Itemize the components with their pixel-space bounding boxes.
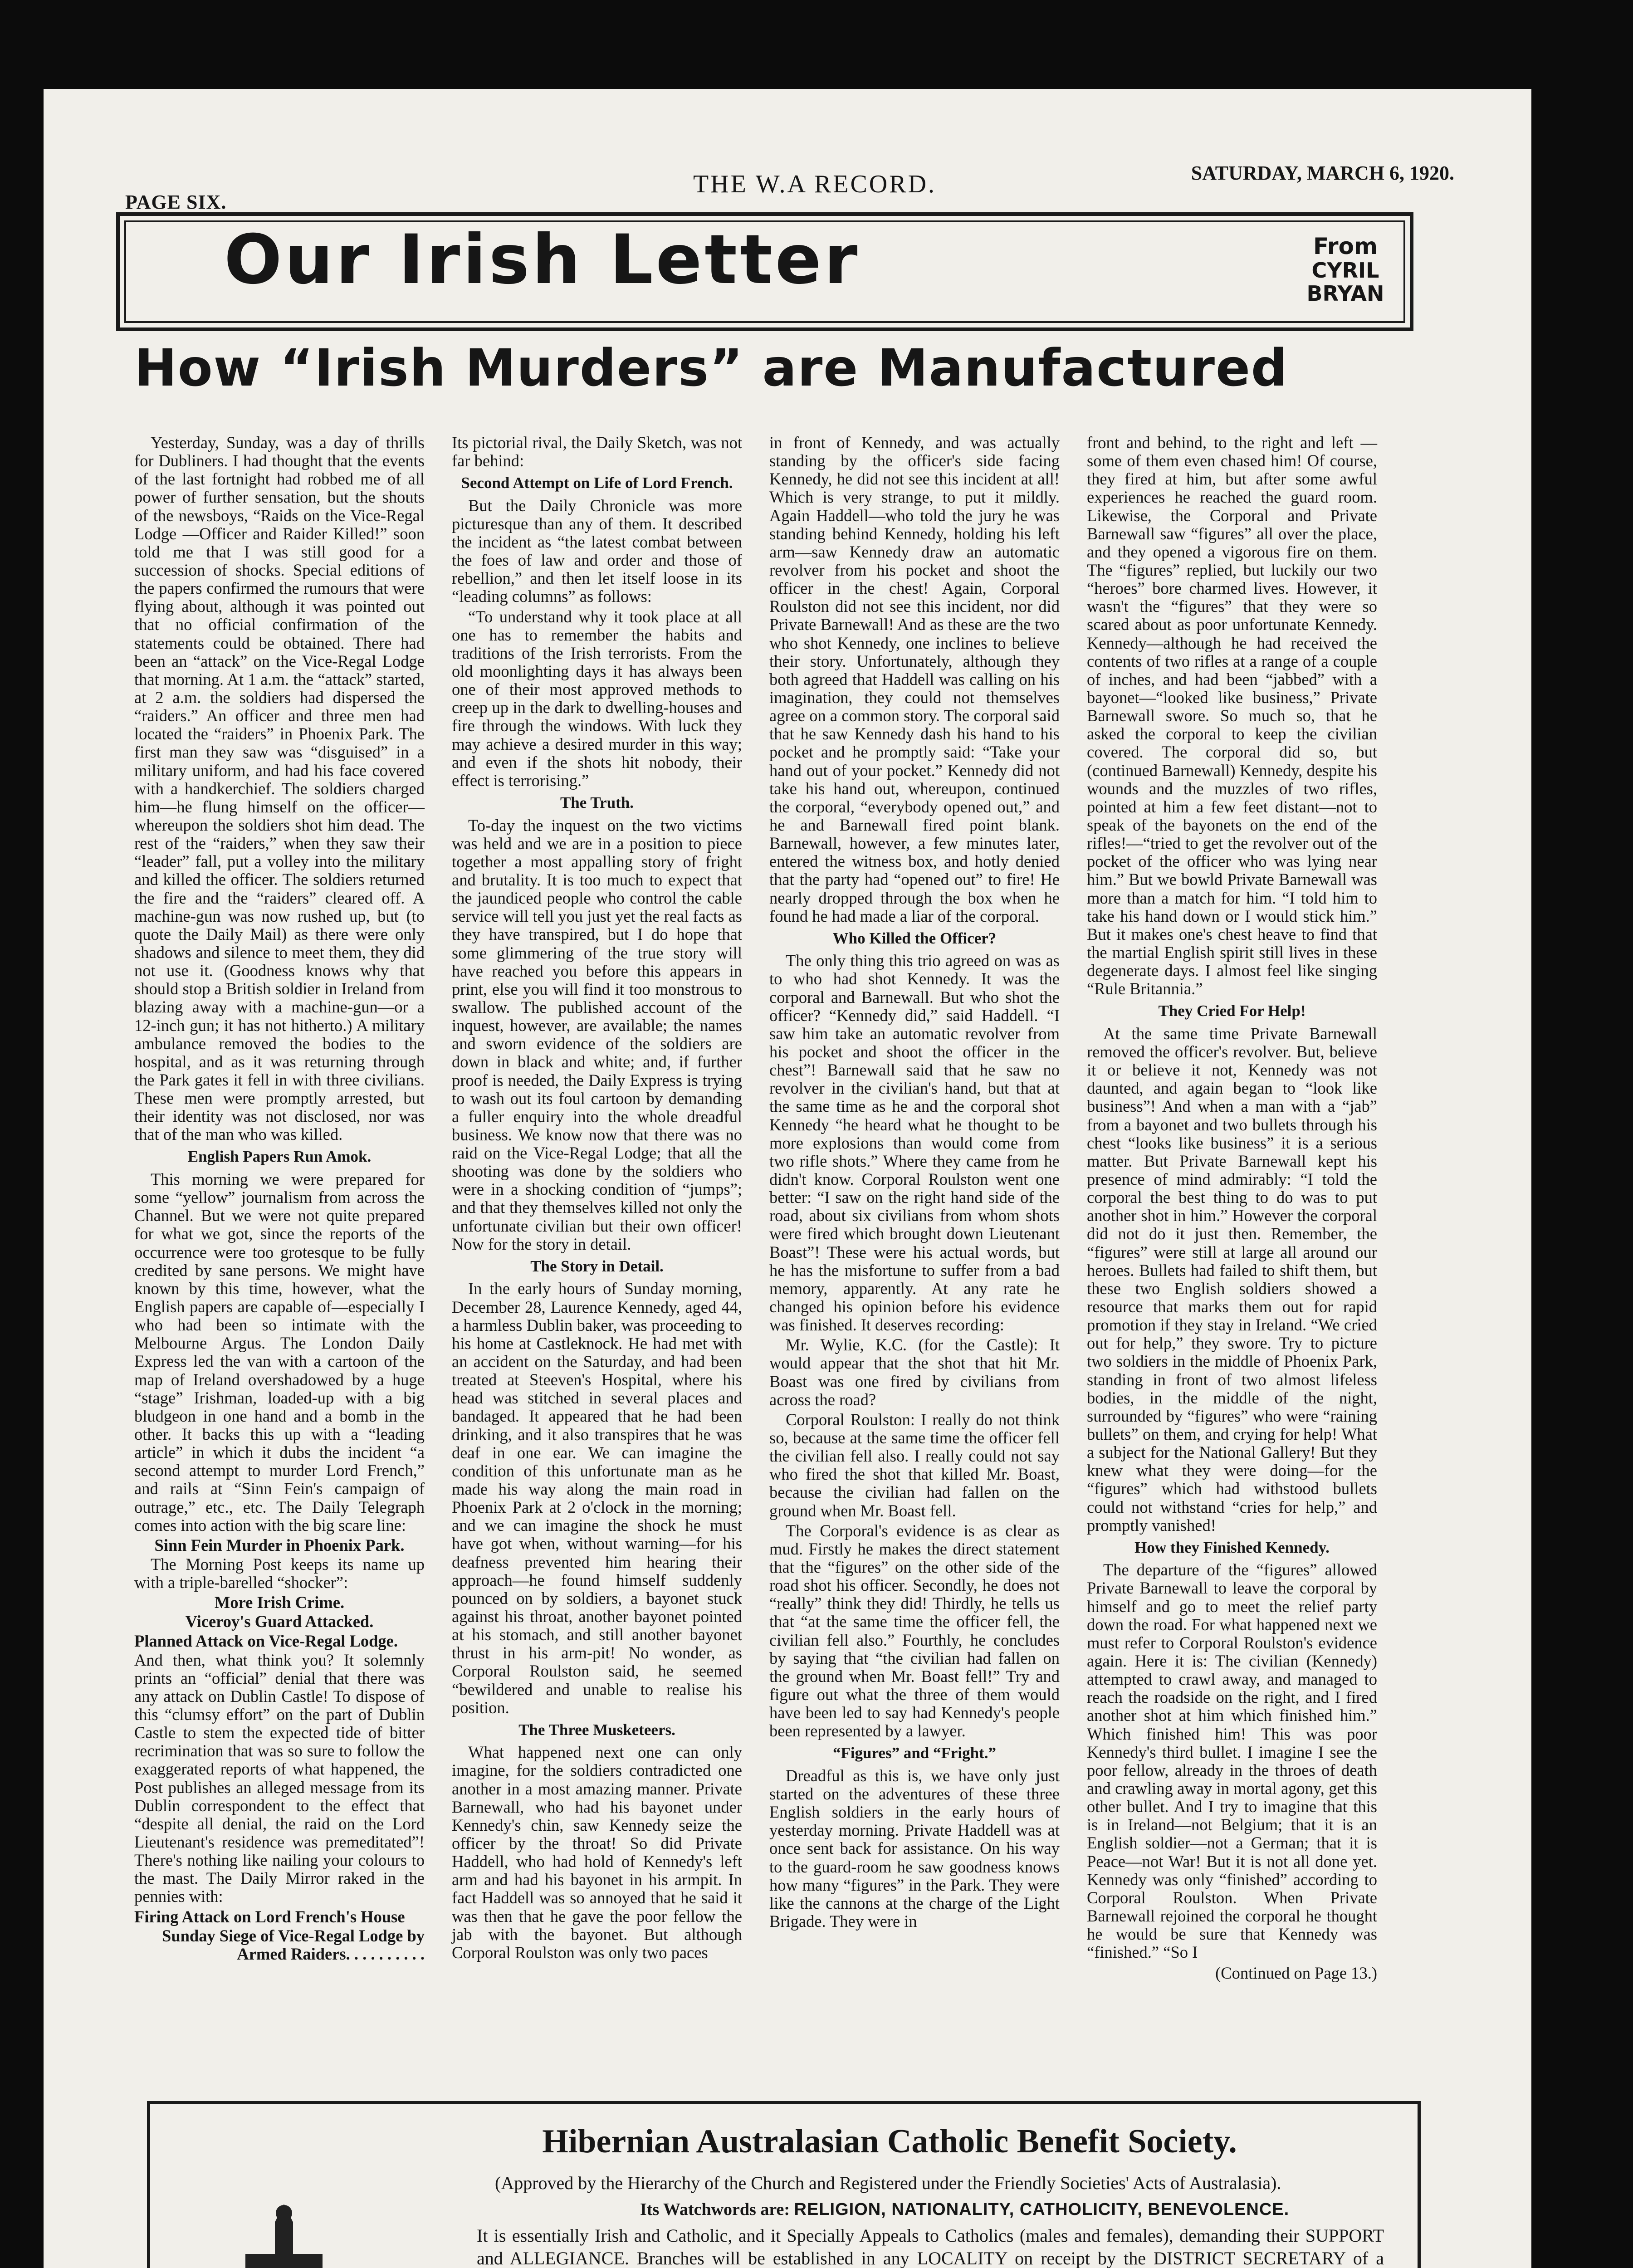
subheading: They Cried For Help!: [1158, 1002, 1306, 1020]
article-column-2: [452, 434, 742, 1964]
continuation-note: (Continued on Page 13.): [1215, 1964, 1377, 1983]
quoted-headline: Viceroy's Guard Attacked.: [185, 1612, 374, 1631]
society-crest-emblem: [177, 2195, 391, 2268]
paragraph: This morning we were prepared for some “yellow” journalism from across the Channel. But we were not quite prepared for what we got, since the reports of the occurrence were too grotesque to be fully credited by sane persons. We might have known by this time, however, what the English papers are capable of—especially I who had been so intimate with the Melbourne Argus. The London Daily Express led the van with a cartoon of the map of Ireland overshadowed by a huge “stage” Irishman, loaded-up with a big bludgeon in one hand and a bomb in the other. It backs this up with a “leading article” in which it dubs the incident “a second attempt to murder Lord French,” and rails at “Sinn Fein's campaign of outrage,” etc., etc. The Daily Telegraph comes into action with the big scare line:: [134, 1169, 425, 1535]
page-number: PAGE SIX.: [125, 191, 227, 213]
article-headline: How “Irish Murders” are Manufactured: [134, 339, 1289, 398]
subheading: The Three Musketeers.: [518, 1721, 675, 1739]
watchwords-list: RELIGION, NATIONALITY, CATHOLICITY, BENEVOLENCE.: [794, 2200, 1290, 2219]
paragraph: The Corporal's evidence is as clear as mud. Firstly he makes the direct statement that the “figures” on the other side of the road shot his officer. Secondly, he does not “really” think they did! Thirdly, he tells us that “at the same time the officer fell, the civilian fell also.” Fourthly, he concludes by saying that “the civilian had fallen on the ground when Mr. Boast fell!” Try and figure out what the three of them would have been led to say had Kennedy's people been represented by a lawyer.: [769, 1521, 1060, 1740]
society-description: It is essentially Irish and Catholic, and it Specially Appeals to Catholics (males and females), demanding their SUPPORT and ALLEGIANCE. Branches will be established in any LOCALITY on receipt by the DISTRICT SECRETARY of a: [477, 2225, 1384, 2268]
approval-note: (Approved by the Hierarchy of the Church and Registered under the Friendly Societies' Acts of Australasia).: [495, 2173, 1281, 2193]
paragraph: In the early hours of Sunday morning, December 28, Laurence Kennedy, aged 44, a harmless Dublin baker, was proceeding to his home at Castleknock. He had met with an accident on the Saturday, and had been treated at Steeven's Hospital, where his head was stitched in several places and bandaged. It appeared that he had been drinking, and it also transpires that he was deaf in one ear. We can imagine the condition of this unfortunate man as he made his way along the main road in Phoenix Park at 2 o'clock in the morning; and we can imagine the shock he must have got when, without warning—for his deafness prevented him hearing their approach—he found himself suddenly pounced on by soldiers, a bayonet stuck against his throat, another bayonet pointed at his stomach, and still another bayonet thrust in his arm-pit! No wonder, as Corporal Roulston said, he seemed “bewildered and unable to realise his position.: [452, 1279, 742, 1717]
article-column-4: [1087, 434, 1377, 1983]
subheading: The Truth.: [560, 794, 634, 812]
quoted-headline: Sunday Siege of Vice-Regal Lodge by Armed Raiders. . . . . . . . . .: [162, 1926, 425, 1963]
paragraph: Corporal Roulston: I really do not think so, because at the same time the officer fell the civilian fell also. I really could not say who fired the shot that killed Mr. Boast, because the civilian had fallen on the ground when Mr. Boast fell.: [769, 1410, 1060, 1520]
subheading: English Papers Run Amok.: [187, 1148, 372, 1166]
paragraph: Dreadful as this is, we have only just started on the adventures of these three English soldiers in the early hours of yesterday morning. Private Haddell was at once sent back for assistance. On his way to the guard-room he saw goodness knows how many “figures” in the Park. They were like the cannons at the charge of the Light Brigade. They were in: [769, 1766, 1060, 1931]
paragraph: Its pictorial rival, the Daily Sketch, was not far behind:: [452, 433, 742, 470]
watchwords: [640, 2200, 1289, 2219]
banner-title: Our Irish Letter: [224, 220, 861, 299]
article-column-3: [769, 434, 1060, 1932]
issue-date: SATURDAY, MARCH 6, 1920.: [1191, 162, 1454, 184]
subheading: Who Killed the Officer?: [832, 929, 997, 947]
subheading: “Figures” and “Fright.”: [832, 1744, 997, 1762]
quoted-headline: More Irish Crime.: [214, 1593, 345, 1612]
paragraph: Yesterday, Sunday, was a day of thrills for Dubliners. I had thought that the events of the last fortnight had robbed me of all power of further sensation, but the shouts of the newsboys, “Raids on the Vice-Regal Lodge —Officer and Raider Killed!” soon told me that I was still good for a succession of shocks. Special editions of the papers confirmed the rumours that were flying about, although it was pointed out that no official confirmation of the statements could be obtained. There had been an “attack” on the Vice-Regal Lodge that morning. At 1 a.m. the “attack” started, at 2 a.m. the soldiers had dispersed the “raiders.” An officer and three men had located the “raiders” in Phoenix Park. The first man they saw was “disguised” in a military uniform, and had his face covered with a handkerchief. The soldiers charged him—he flung himself on the officer—whereupon the soldiers shot him dead. The rest of the “raiders,” when they saw their “leader” fall, put a volley into the military and killed the officer. The soldiers returned the fire and the “raiders” cleared off. A machine-gun was now rushed up, but (to quote the Daily Mail) as there were only shadows and silence to meet them, they did not use it. (Goodness knows why that should stop a British soldier in Ireland from blazing away with a machine-gun—or a 12-inch gun; it has not hitherto.) A military ambulance removed the bodies to the hospital, and as it was returning through the Park gates it fell in with three civilians. These men were promptly arrested, but their identity was not disclosed, nor was that of the man who was killed.: [134, 433, 425, 1144]
byline-author: CYRIL BRYAN: [1306, 258, 1384, 306]
newspaper-page: [44, 89, 1531, 2268]
quoted-headline: Firing Attack on Lord French's House: [134, 1907, 405, 1926]
banner-byline: [1281, 234, 1410, 305]
paragraph: But the Daily Chronicle was more picturesque than any of them. It described the incident as “the latest combat between the foes of law and order and those of rebellion,” and then let itself loose in its “leading columns” as follows:: [452, 496, 742, 606]
paragraph: At the same time Private Barnewall removed the officer's revolver. But, believe it or believe it not, Kennedy was not daunted, and again began to “look like business”! And when a man with a “jab” from a bayonet and two bullets through his chest “looks like business” it is a serious matter. But Private Barnewall kept his presence of mind admirably: “I told the corporal the best thing to do was to put another shot in him.” However the corporal did not do it just then. Remember, the “figures” were still at large all around our heroes. Bullets had failed to shift them, but these two English soldiers showed a resource that marks them out for rapid promotion if they stay in Ireland. “We cried out for help,” they swore. Try to picture two soldiers in the middle of Phoenix Park, standing in front of two almost lifeless bodies, in the middle of the night, surrounded by “figures” who were “raining bullets” on them, and crying for help! What a subject for the National Gallery! But they knew what they were doing—for the “figures” which had withstood bullets could not withstand “cries for help,” and promptly vanished!: [1087, 1024, 1377, 1535]
paragraph: in front of Kennedy, and was actually standing by the officer's side facing Kennedy, he did not see this incident at all! Which is very strange, to put it mildly. Again Haddell—who told the jury he was standing behind Kennedy, holding his left arm—saw Kennedy draw an automatic revolver from his pocket and shoot the officer in the chest! Again, Corporal Roulston did not see this incident, nor did Private Barnewall! And as these are the two who shot Kennedy, one inclines to believe their story. Unfortunately, although they both agreed that Haddell was calling on his imagination, they could not themselves agree on a common story. The corporal said that he saw Kennedy dash his hand to his pocket and he promptly said: “Take your hand out of your pocket.” Kennedy did not take his hand out, whereupon, continued the corporal, “everybody opened out,” and he and Barnewall fired point blank. Barnewall, however, a few minutes later, entered the witness box, and hotly denied that the party had “opened out” to fire! He nearly dropped through the box when he found he had made a liar of the corporal.: [769, 433, 1060, 925]
paragraph: The only thing this trio agreed on was as to who had shot Kennedy. It was the corporal and Barnewall. But who shot the officer? “Kennedy did,” said Haddell. “I saw him take an automatic revolver from his pocket and shoot the officer in the chest”! Barnewall said that he saw no revolver in the civilian's hand, but that at the same time as he and the corporal shot Kennedy “he heard what he thought to be more explosions than would come from two rifle shots.” Where they came from he didn't know. Corporal Roulston went one better: “I saw on the right hand side of the road, about six civilians from whom shots were fired which brought down Lieutenant Boast”! These were his actual words, but he has the misfortune to suffer from a bad memory, apparently. At any rate he changed his opinion before his evidence was finished. It deserves recording:: [769, 951, 1060, 1334]
quoted-headline: Planned Attack on Vice-Regal Lodge.: [134, 1631, 398, 1650]
quoted-headline: Sinn Fein Murder in Phoenix Park.: [154, 1535, 405, 1554]
article-column-1: [134, 434, 425, 1964]
paragraph: What happened next one can only imagine, for the soldiers contradicted one another in a most amazing manner. Private Barnewall, who had his bayonet under Kennedy's chin, saw Kennedy seize the officer by the throat! So did Private Haddell, who had hold of Kennedy's left arm and had his bayonet in his armpit. In fact Haddell was so annoyed that he said it was then that he gave the poor fellow the jab with the bayonet. But although Corporal Roulston was only two paces: [452, 1743, 742, 1962]
watchwords-label: Its Watchwords are:: [640, 2200, 790, 2219]
section-banner: [116, 212, 1413, 331]
paragraph: front and behind, to the right and left —some of them even chased him! Of course, they fired at him, but after some awful experiences he reached the guard room. Likewise, the Corporal and Private Barnewall saw “figures” all over the place, and they opened a vigorous fire on them. The “figures” replied, but luckily our two “heroes” bore charmed lives. However, it wasn't the “figures” that they were so scared about as poor unfortunate Kennedy. Kennedy—although he had received the contents of two rifles at a range of a couple of inches, and had been “jabbed” with a bayonet—“looked like business,” Private Barnewall swore. So much so, that he asked the corporal to keep the civilian covered. The corporal did so, but (continued Barnewall) Kennedy, despite his wounds and the muzzles of two rifles, pointed at him a few feet distant—not to speak of the bayonets on the end of the rifles!—“tried to get the revolver out of the pocket of the officer who was lying near him.” But we bowld Private Barnewall was more than a match for him. “I told him to take his hand down or I would stick him.” But it makes one's chest heave to find that the martial English spirit still lives in these degenerate days. I almost feel like singing “Rule Britannia.”: [1087, 433, 1377, 998]
subheading: Second Attempt on Life of Lord French.: [461, 474, 733, 492]
paragraph: And then, what think you? It solemnly prints an “official” denial that there was any attack on Dublin Castle! To dispose of this “clumsy effort” on the part of Dublin Castle to stem the expected tide of bitter recrimination that was so sure to follow the exaggerated reports of what happened, the Post publishes an alleged message from its Dublin correspondent to the effect that “despite all denial, the raid on the Lord Lieutenant's residence was premeditated”! There's nothing like nailing your colours to the mast. The Daily Mirror raked in the pennies with:: [134, 1650, 425, 1906]
subheading: The Story in Detail.: [530, 1257, 664, 1275]
society-advertisement: [147, 2101, 1421, 2268]
paragraph: The departure of the “figures” allowed Private Barnewall to leave the corporal by himself and go to meet the relief party down the road. For what happened next we must refer to Corporal Roulston's evidence again. Here it is: The civilian (Kennedy) attempted to crawl away, and managed to reach the roadside on the right, and I fired another shot at him which finished him.” Which finished him! This was poor Kennedy's third bullet. I imagine I see the poor fellow, already in the throes of death and crawling away in mortal agony, get this other bullet. And I try to imagine that this is in Ireland—not Belgium; that it is an English soldier—not a German; that it is Peace—not War! But it is not all done yet. Kennedy was only “finished” according to Corporal Roulston. When Private Barnewall rejoined the corporal he thought he would be sure that Kennedy was “finished.” “So I: [1087, 1560, 1377, 1962]
paragraph: Mr. Wylie, K.C. (for the Castle): It would appear that the shot that hit Mr. Boast was one fired by civilians from across the road?: [769, 1335, 1060, 1409]
paragraph: “To understand why it took place at all one has to remember the habits and traditions of the Irish terrorists. From the old moonlighting days it has always been one of their most approved methods to creep up in the dark to dwelling-houses and fire through the windows. With luck they may achieve a desired murder in this way; and even if the shots hit nobody, their effect is terrorising.”: [452, 607, 742, 790]
society-name: Hibernian Australasian Catholic Benefit Society.: [542, 2123, 1237, 2160]
paragraph: The Morning Post keeps its name up with a triple-barelled “shocker”:: [134, 1554, 425, 1592]
paragraph: To-day the inquest on the two victims was held and we are in a position to piece together a most appalling story of fright and brutality. It is too much to expect that the jaundiced people who control the cable service will tell you just yet the real facts as they have transpired, but I do hope that some glimmering of the true story will have reached you before this appears in print, else you will find it too monstrous to swallow. The published account of the inquest, however, are available; the names and sworn evidence of the soldiers are down in black and white; and, if further proof is needed, the Daily Express is trying to wash out its foul cartoon by demanding a fuller enquiry into the whole dreadful business. We know now that there was no raid on the Vice-Regal Lodge; that all the shooting was done by the soldiers who were in a shocking condition of “jumps”; and that they themselves killed not only the unfortunate civilian but their own officer! Now for the story in detail.: [452, 816, 742, 1253]
subheading: How they Finished Kennedy.: [1134, 1538, 1330, 1556]
byline-from: From: [1313, 233, 1378, 259]
newspaper-title: THE W.A RECORD.: [693, 170, 937, 198]
